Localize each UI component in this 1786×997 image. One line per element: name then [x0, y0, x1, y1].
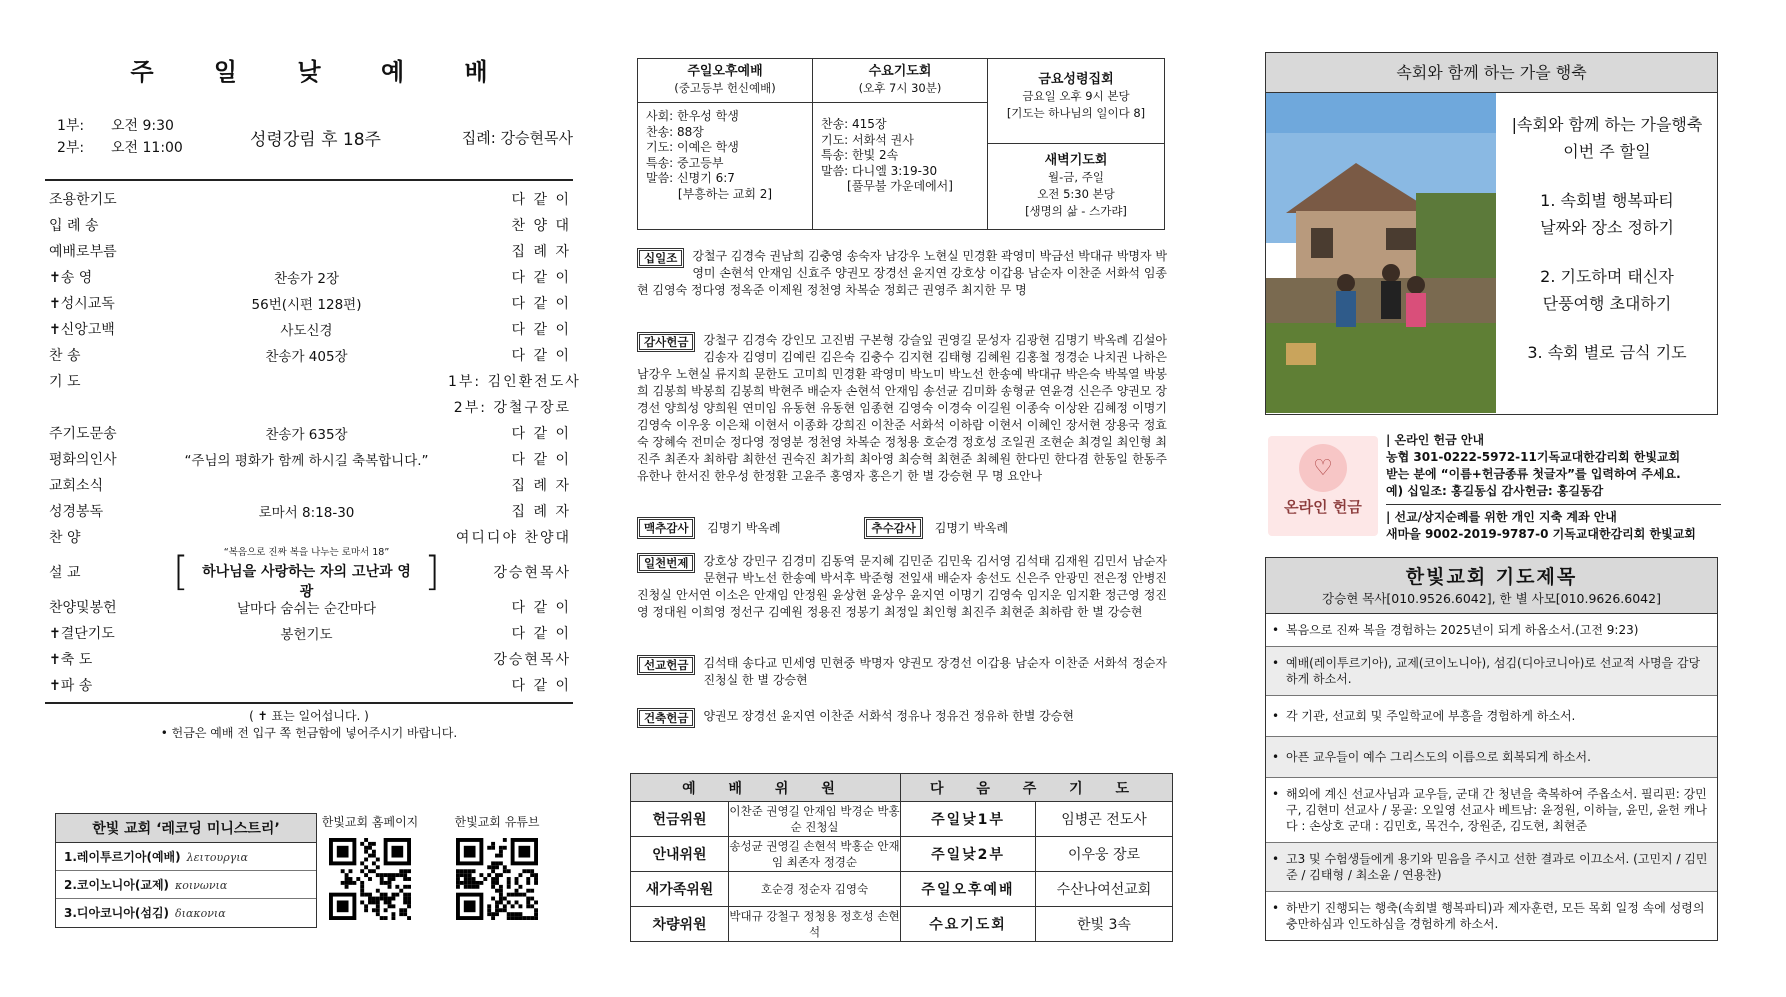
- wednesday-service: [812, 58, 988, 230]
- order-leader: 집 례 자: [511, 478, 571, 494]
- order-row: [45, 264, 573, 290]
- sermon-series: “복음으로 진짜 복을 나누는 로마서 18”: [223, 546, 390, 558]
- worship-title: 주 일 낮 예 배: [130, 58, 514, 86]
- service-times: [57, 115, 183, 159]
- services-column: [637, 58, 1165, 230]
- youtube-qr-label: 한빛교회 유튜브: [454, 815, 540, 829]
- order-leader: 집 례 자: [511, 244, 571, 260]
- order-of-worship: [45, 179, 581, 704]
- wednesday-line: 기도: 서화석 권사: [821, 132, 914, 147]
- ministry-title: 한빛 교회 ‘레코딩 미니스트리’: [56, 814, 316, 843]
- order-row: [45, 212, 573, 238]
- table-row: 안내위원 송성균 권영길 손현석 박홍순 안재임 최존자 정경순 주일낮2부 이우웅 장로: [631, 837, 1173, 872]
- prayer-topics: [1265, 557, 1718, 941]
- order-row: [45, 420, 573, 446]
- order-row: [45, 672, 573, 698]
- friday-service: [987, 58, 1165, 144]
- harvest-item: 2. 기도하며 태신자: [1540, 267, 1674, 286]
- offering-building: [637, 708, 1167, 728]
- time1-label: 1부:: [57, 118, 85, 134]
- afternoon-sub: (중고등부 헌신예배): [674, 81, 776, 95]
- heart-icon: ♡: [1299, 444, 1347, 492]
- dawn-days: 월-금, 주일: [1048, 170, 1104, 184]
- wednesday-sub: (오후 7시 30분): [858, 81, 942, 95]
- autumn-harvest-box: [1265, 52, 1718, 415]
- qr-code-icon[interactable]: [456, 838, 538, 920]
- order-leader: 여디디야 찬양대: [455, 530, 571, 546]
- online-instruction: 받는 분에 “이름+헌금종류 첫글자”를 입력하여 주세요.: [1386, 467, 1681, 481]
- order-leader: 다 같 이: [511, 296, 571, 312]
- order-detail: 로마서 8:18-30: [258, 505, 355, 521]
- order-leader: 다 같 이: [511, 678, 571, 694]
- afternoon-title: 주일오후예배: [687, 64, 763, 79]
- order-detail: “주님의 평화가 함께 하시길 축복합니다.”: [184, 453, 429, 469]
- order-name: 성경봉독: [49, 504, 104, 520]
- prayer-item: • 예배(레이투르기아), 교제(코이노니아), 섬김(디아코니아)로 선교적 사명을 감당하게 하소서.: [1266, 647, 1717, 696]
- order-leader: 다 같 이: [511, 192, 571, 208]
- afternoon-service: [637, 58, 813, 230]
- order-row: [45, 620, 573, 646]
- order-name: 기 도: [49, 374, 81, 390]
- offering-names: 강철구 김경숙 권남희 김충영 송숙자 남강우 노현실 민경환 곽영미 박금선 박대규 박명자 박영미 손현석 안재임 신효주 양권모 장경선 윤지연 강호상 이갑용 남순자 이찬준 서화석 임종현 김영숙 정다영 정옥준 이제원 정천영 차복순 정회근 권영주 최지한 무 명: [637, 249, 1168, 297]
- sermon-box: [ “복음으로 진짜 복을 나누는 로마서 18” 하나님을 사랑하는 자의 고난과 영광 ]: [165, 544, 448, 601]
- offering-names: 김석태 송다교 민세영 민현중 박명자 양권모 장경선 이갑용 남순자 이찬준 서화석 정순자 진청실 한 별 강승현: [703, 656, 1167, 687]
- offering-note: • 헌금은 예배 전 입구 쪽 헌금함에 넣어주시기 바랍니다.: [160, 726, 458, 740]
- order-name: 주기도문송: [49, 426, 117, 442]
- order-row: [45, 342, 573, 368]
- offering-tag: 감사헌금: [637, 332, 695, 352]
- order-row: [45, 238, 573, 264]
- order-leader: 다 같 이: [511, 426, 571, 442]
- order-leader: 다 같 이: [511, 600, 571, 616]
- order-name: ✝신앙고백: [49, 322, 115, 338]
- order-name: 교회소식: [49, 478, 104, 494]
- order-leader: 강승현목사: [493, 652, 571, 668]
- harvest-item: 단풍여행 초대하기: [1542, 294, 1672, 313]
- order-name: ✝송 영: [49, 270, 93, 286]
- prayer-item: • 각 기관, 선교회 및 주일학교에 부흥을 경험하게 하소서.: [1266, 696, 1717, 737]
- online-offering: [1268, 428, 1718, 546]
- order-name: 찬양및봉헌: [49, 600, 117, 616]
- harvest-todo: [1498, 93, 1716, 388]
- table-row: 차량위원 박대규 강철구 정청용 정호성 손현석 수요기도회 한빛 3속: [631, 907, 1173, 942]
- prayer-item: • 아픈 교우들이 예수 그리스도의 이름으로 회복되게 하소서.: [1266, 737, 1717, 778]
- time2: 오전 11:00: [111, 140, 183, 156]
- order-name: 조용한기도: [49, 192, 117, 208]
- order-row: [45, 316, 573, 342]
- order-row: [45, 646, 573, 672]
- friday-sub: 금요일 오후 9시 본당: [1022, 89, 1130, 103]
- offering-names: 김명기 박옥례: [934, 521, 1009, 535]
- order-name: 설 교: [49, 565, 81, 581]
- harvest-subheading: 이번 주 할일: [1563, 142, 1651, 161]
- liturgical-season: 성령강림 후 18주: [250, 130, 381, 150]
- friday-title: 금요성령집회: [1038, 72, 1114, 87]
- harvest-title: 속회와 함께 하는 가을 행축: [1266, 53, 1717, 93]
- harvest-heading: |속회와 함께 하는 가을행축: [1511, 115, 1703, 134]
- wednesday-line: 특송: 한빛 2속: [821, 148, 899, 162]
- online-offering-logo: [1268, 436, 1378, 536]
- pastor-contact: 강승현 목사[010.9526.6042], 한 별 사모[010.9626.6042]: [1266, 589, 1717, 614]
- homepage-qr-label: 한빛교회 홈페이지: [321, 815, 419, 829]
- wednesday-title: 수요기도회: [868, 64, 932, 79]
- ministry-item: 2.코이노니아(교제) κοινωνια: [56, 871, 316, 899]
- offering-thousand: [637, 553, 1167, 621]
- order-detail: 봉헌기도: [280, 627, 333, 643]
- afternoon-line: 말씀: 신명기 6:7: [646, 171, 735, 185]
- online-info: [1386, 432, 1721, 543]
- afternoon-line: 특송: 중고등부: [646, 155, 724, 170]
- wednesday-theme: [풀무불 가운데에서]: [847, 179, 953, 193]
- stand-note: ( ✝ 표는 일어섭니다. ): [249, 709, 369, 723]
- account-mg: 새마을 9002-2019-9787-0 기독교대한감리회 한빛교회: [1386, 527, 1696, 541]
- order-detail: 날마다 숨쉬는 순간마다: [237, 601, 376, 617]
- order-name: 입 례 송: [49, 218, 99, 234]
- order-name: ✝축 도: [49, 652, 93, 668]
- offering-tag: 추수감사: [864, 517, 922, 539]
- afternoon-theme: [부흥하는 교회 2]: [677, 186, 773, 201]
- harvest-item: 1. 속회별 행복파티: [1540, 191, 1674, 210]
- account-nh: 농협 301-0222-5972-11기독교대한감리회 한빛교회: [1386, 450, 1681, 464]
- order-row: [45, 472, 573, 498]
- order-row-sermon: [45, 546, 573, 600]
- dawn-title: 새벽기도회: [1044, 153, 1108, 168]
- order-row: [45, 186, 573, 212]
- order-name: 평화의인사: [49, 452, 117, 468]
- order-leader: 다 같 이: [511, 322, 571, 338]
- order-name: 예배로부름: [49, 244, 117, 260]
- prayer-item: • 복음으로 진짜 복을 경험하는 2025년이 되게 하옵소서.(고전 9:23): [1266, 614, 1717, 647]
- notes: [45, 708, 573, 742]
- order-row: [45, 368, 581, 394]
- offering-tag: 맥추감사: [637, 517, 695, 539]
- order-leader: 찬 양 대: [511, 218, 571, 234]
- dawn-service: [987, 143, 1165, 230]
- time1: 오전 9:30: [111, 118, 174, 134]
- offering-tag: 선교헌금: [637, 655, 695, 675]
- order-leader: 다 같 이: [511, 452, 571, 468]
- offering-names: 강호상 강민구 김경미 김동역 문지혜 김민준 김민욱 김서영 김석태 김재원 김민서 남순자 문현규 박노선 한송예 박서후 박준형 전잎새 배순자 송선도 신은주 안광민 전은정 안병진 진청실 안서연 이소은 안재임 안정원 윤상현 윤상우 윤지연 이명기 김영숙 임지운 임지환 정근영 정진영 정대원 이희영 정선구 김예원 정용진 정봉기 최정일 최인형 최진주 최현준 최하람 한 별 강승현: [637, 554, 1167, 619]
- prayer-title: 한빛교회 기도제목: [1266, 558, 1717, 589]
- order-row: [45, 290, 573, 316]
- order-leader: 2부: 강철구장로: [453, 400, 571, 416]
- ministry-item: 1.레이투르기아(예배) λειτουργια: [56, 843, 316, 871]
- prayer-item: • 해외에 계신 선교사님과 교우들, 군대 간 청년을 축복하여 주옵소서. 필리핀: 강민구, 김현미 선교사 / 몽골: 오일영 선교사 베트남: 윤정원, 이하늘, 윤민, 윤헌 캐나다 : 손상호 군대 : 김민호, 목건수, 장원준, 김도현, 최현준: [1266, 778, 1717, 843]
- worship-order-column: [45, 40, 581, 742]
- qr-code-icon[interactable]: [329, 838, 411, 920]
- order-name: 찬 양: [49, 530, 81, 546]
- sermon-title: 하나님을 사랑하는 자의 고난과 영광: [202, 563, 411, 600]
- youtube-qr[interactable]: [447, 813, 547, 923]
- offering-names: 양권모 장경선 윤지연 이찬준 서화석 정유나 정유건 정유하 한별 강승현: [703, 709, 1074, 723]
- order-row: [45, 394, 573, 420]
- friday-theme: [기도는 하나님의 일이다 8]: [1006, 106, 1146, 120]
- offering-thanks: [637, 332, 1167, 485]
- afternoon-line: 사회: 한우성 학생: [646, 109, 739, 123]
- order-row: [45, 498, 573, 524]
- officiant: 집례: 강승현목사: [461, 129, 573, 147]
- order-detail: 찬송가 405장: [265, 349, 348, 365]
- table-row: 새가족위원 호순경 정순자 김영숙 주일오후예배 수산나여선교회: [631, 872, 1173, 907]
- offering-tag: 일천번제: [637, 553, 695, 573]
- time2-label: 2부:: [57, 140, 85, 156]
- wednesday-line: 말씀: 다니엘 3:19-30: [821, 163, 938, 178]
- harvest-item: 3. 속회 별로 금식 기도: [1527, 343, 1687, 362]
- prayer-item: • 하반기 진행되는 행축(속회별 행복파티)과 제자훈련, 모든 목회 일정 속에 성령의 충만하심과 인도하심을 경험하게 하소서.: [1272, 901, 1705, 931]
- dawn-time: 오전 5:30 본당: [1037, 187, 1115, 201]
- mission-account-heading: | 선교/상지순례를 위한 개인 지축 계좌 안내: [1386, 510, 1617, 524]
- services-grid: [637, 58, 1165, 230]
- order-leader: 다 같 이: [511, 348, 571, 364]
- offering-tithe: [637, 248, 1167, 299]
- offering-tag: 건축헌금: [637, 708, 695, 728]
- online-heading: | 온라인 헌금 안내: [1386, 433, 1485, 447]
- afternoon-line: 기도: 이예은 학생: [646, 140, 739, 154]
- table-row: 헌금위원 이찬준 권영길 안재임 박경순 박홍순 진청실 주일낮1부 임병곤 전도사: [631, 802, 1173, 837]
- ministry-item: 3.디아코니아(섬김) διακονια: [64, 906, 226, 920]
- harvest-item: 날짜와 장소 정하기: [1540, 218, 1674, 237]
- order-name: ✝파 송: [49, 678, 93, 694]
- garden-photo: [1266, 93, 1496, 413]
- order-detail: 찬송가 2장: [273, 271, 340, 287]
- homepage-qr[interactable]: [320, 813, 420, 923]
- order-name: 찬 송: [49, 348, 81, 364]
- order-detail: 56번(시편 128편): [251, 297, 362, 313]
- offering-harvest: [637, 520, 1167, 537]
- offering-tag: 십일조: [637, 248, 684, 268]
- offering-mission: [637, 655, 1167, 689]
- order-leader: 강승현목사: [493, 565, 571, 581]
- online-example: 예) 십일조: 홍길동십 감사헌금: 홍길동감: [1386, 484, 1604, 498]
- order-leader: 집 례 자: [511, 504, 571, 520]
- wednesday-line: 찬송: 415장: [821, 117, 887, 131]
- recording-ministry-box: [55, 813, 317, 928]
- prayer-item: • 고3 및 수험생들에게 용기와 믿음을 주시고 선한 결과로 이끄소서. (고민지 / 김민준 / 김태형 / 최소윤 / 연용찬): [1266, 843, 1717, 892]
- prayer-next-head: 다 음 주 기 도: [901, 774, 1173, 802]
- afternoon-line: 찬송: 88장: [646, 124, 704, 139]
- order-row: [45, 594, 573, 620]
- order-leader: 다 같 이: [511, 270, 571, 286]
- staff-head: 예 배 위 원: [631, 774, 901, 802]
- dawn-theme: [생명의 삶 - 스가랴]: [1025, 204, 1127, 218]
- order-name: ✝결단기도: [49, 626, 115, 642]
- order-leader: 1부: 김인환전도사: [448, 374, 581, 390]
- order-row: [45, 446, 573, 472]
- service-header: [45, 109, 573, 179]
- order-name: ✝성시교독: [49, 296, 115, 312]
- order-detail: 사도신경: [280, 323, 333, 339]
- offering-names: 강철구 김경숙 강인모 고진범 구본형 강슬잎 권영길 문성자 김광현 김명기 박옥례 김설아 김송자 김영미 김예린 김은숙 김충수 김지현 김태형 김혜원 김홍철 정경순 나치권 나하은 남강우 노현실 류지희 문한도 고미희 민경환 곽영미 박노미 박노선 한송예 박대규 박은숙 박복열 박봉희 김봉희 박봉희 김봉희 박현주 배순자 손현석 안재임 송선균 김미화 송형균 연윤경 신은주 양권모 장경선 양희성 양희원 연미임 유동현 유동현 임종현 김영숙 이경숙 이길원 이종숙 이상완 김혜정 이명기 김영숙 이우웅 이은채 이현서 이종화 강희진 이찬준 서화석 이하람 이현서 이혜인 장서현 장용국 정효숙 장혜숙 전미순 정다영 정영분 정천영 차복순 정청용 호순경 정호성 조일권 조현순 최경일 최인형 최진주 최존자 최하람 최한선 권숙진 최가희 최아영 최승혁 최현준 최혜원 한다민 한다겸 한동일 한동주 유한나 한서진 한우성 한정환 고윤주 홍영자 홍은기 한 별 강승현 무 명 요안나: [637, 333, 1167, 483]
- offering-names: 김명기 박옥례: [707, 521, 781, 535]
- staff-table: [630, 773, 1173, 942]
- order-detail: 찬송가 635장: [265, 427, 348, 443]
- online-logo-label: 온라인 헌금: [1284, 498, 1362, 516]
- order-leader: 다 같 이: [511, 626, 571, 642]
